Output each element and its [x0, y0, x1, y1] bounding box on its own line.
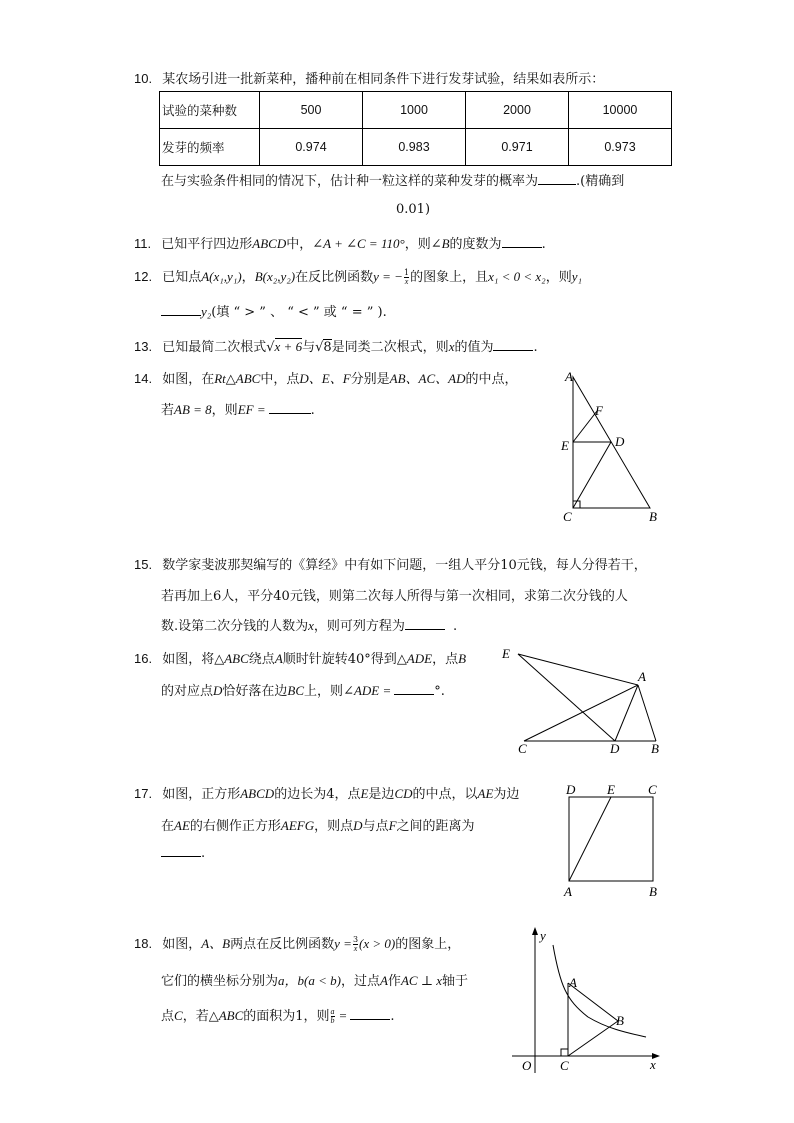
q15-line3: 数.设第二次分钱的人数为x，则可列方程为 . — [161, 618, 458, 634]
label-E: E — [607, 782, 615, 797]
figure-17 — [560, 780, 670, 900]
figure-18 — [508, 925, 668, 1075]
label-B: B — [651, 741, 659, 756]
label-B: B — [649, 884, 657, 899]
label-D: D — [615, 434, 625, 449]
label-D: D — [566, 782, 576, 797]
answer-blank[interactable] — [161, 315, 201, 316]
q12-line2: y₂(填 “ > ” 、 “ < ” 或 “ = ” ). — [161, 301, 387, 320]
q16-line2: 的对应点D恰好落在边BC上，则∠ADE = °. — [161, 683, 445, 699]
q18-line3: 点C，若△ABC的面积为1，则 $\frac{a}{b}$ = . — [161, 1007, 395, 1025]
label-A: A — [564, 884, 572, 899]
label-A: A — [565, 369, 573, 384]
label-y: y — [540, 928, 546, 943]
q10-table — [159, 91, 672, 166]
answer-blank[interactable] — [394, 694, 434, 695]
label-A: A — [569, 975, 577, 990]
label-F: F — [595, 403, 603, 418]
answer-blank[interactable] — [538, 184, 576, 185]
q15-line2: 若再加上6人，平分40元钱，则第二次每人所得与第一次相同，求第二次分钱的人 — [161, 589, 628, 604]
q16: 16. 如图，将△ABC绕点A顺时针旋转40°得到△ADE，点B — [134, 651, 467, 667]
q18-line2: 它们的横坐标分别为a，b(a < b)，过点A作AC ⊥ x轴于 — [161, 973, 469, 989]
q14: 14. 如图，在Rt△ABC中，点D、E、F分别是AB、AC、AD的中点， — [134, 371, 518, 387]
figure-16 — [498, 643, 668, 758]
q10-after: 在与实验条件相同的情况下，估计种一粒这样的菜种发芽的概率为 .(精确到 — [161, 174, 625, 189]
q11: 11. 已知平行四边形ABCD中，∠A + ∠C = 110°，则∠B的度数为 . — [134, 236, 546, 252]
q17-line2: 在AE的右侧作正方形AEFG，则点D与点F之间的距离为 — [161, 818, 475, 834]
answer-blank[interactable] — [493, 350, 533, 351]
q18: 18. 如图，A、B两点在反比例函数y = $\frac{3}{x}$ (x > 0)的图象上， — [134, 935, 461, 953]
label-B: B — [616, 1013, 624, 1028]
answer-blank[interactable] — [502, 247, 542, 248]
label-B: B — [649, 509, 657, 524]
q13: 13. 已知最简二次根式√x + 6与√8是同类二次根式，则x的值为 . — [134, 339, 538, 355]
table-row: 试验的菜种数 500 1000 2000 10000 — [160, 92, 672, 129]
q12: 12. 已知点A(x₁,y₁)，B(x₂,y₂)在反比例函数y = − $\frac{1}{x}$ 的图象上，且x₁ < 0 < x₂，则y₁ — [134, 268, 583, 286]
answer-blank[interactable] — [269, 413, 311, 414]
label-C: C — [648, 782, 657, 797]
label-C: C — [518, 741, 527, 756]
label-O: O — [522, 1058, 532, 1073]
q17: 17. 如图，正方形ABCD的边长为4，点E是边CD的中点，以AE为边 — [134, 786, 520, 802]
q10: 10. 某农场引进一批新菜种，播种前在相同条件下进行发芽试验，结果如表所示： — [134, 71, 605, 87]
label-E: E — [561, 438, 569, 453]
answer-blank[interactable] — [405, 629, 445, 630]
q15: 15. 数学家斐波那契编写的《算经》中有如下问题，一组人平分10元钱，每人分得若干， — [134, 557, 647, 573]
label-D: D — [610, 741, 620, 756]
q17-line3: . — [161, 846, 205, 861]
label-E: E — [502, 646, 510, 661]
label-C: C — [563, 509, 572, 524]
label-C: C — [560, 1058, 569, 1073]
q10-text: 某农场引进一批新菜种，播种前在相同条件下进行发芽试验，结果如表所示： — [162, 72, 605, 87]
table-row: 发芽的频率 0.974 0.983 0.971 0.973 — [160, 129, 672, 166]
q10-after-2: 0.01) — [396, 202, 431, 217]
answer-blank[interactable] — [350, 1019, 390, 1020]
label-x: x — [650, 1057, 656, 1072]
q14-line2: 若AB = 8，则EF = . — [161, 402, 315, 418]
figure-14 — [555, 365, 665, 525]
answer-blank[interactable] — [161, 856, 201, 857]
label-A: A — [638, 669, 646, 684]
